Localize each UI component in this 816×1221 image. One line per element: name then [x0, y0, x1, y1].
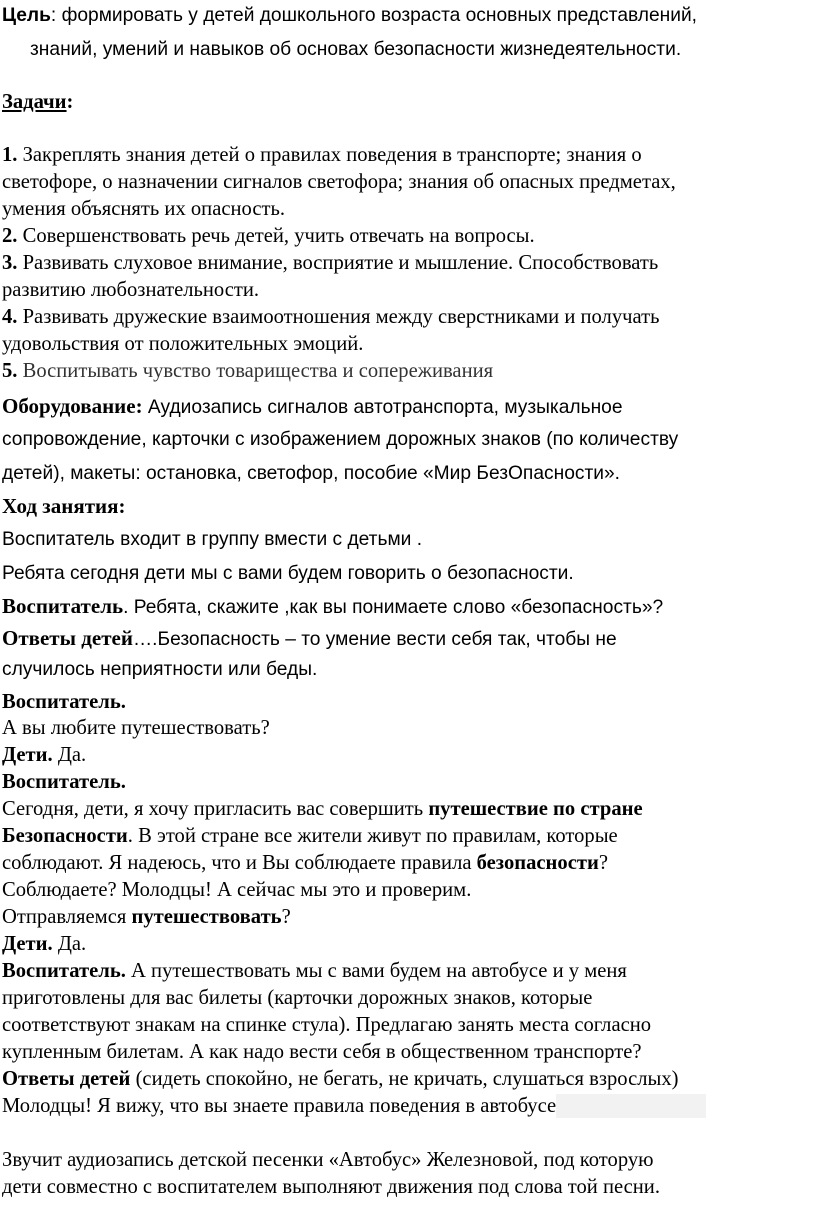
task-1-line-1: 1. Закреплять знания детей о правилах поведения в транспорте; знания о — [2, 144, 642, 166]
dialogue-line-p1: Сегодня, дети, я хочу пригласить вас совершить путешествие по стране — [2, 798, 643, 820]
dialogue-line-p5: Отправляемся путешествовать? — [2, 906, 291, 928]
kids-answer-2: Дети. Да. — [2, 933, 87, 955]
dialogue-line-p12: Звучит аудиозапись детской песенки «Автобус» Железновой, под которую — [2, 1149, 654, 1171]
goal-line-1: Цель: формировать у детей дошкольного возраста основных представлений, — [2, 5, 698, 26]
lesson-line-5: случилось неприятности или беды. — [2, 659, 318, 680]
tasks-heading: Задачи: — [2, 91, 74, 113]
task-4-line-2: удовольствия от положительных эмоций. — [2, 333, 364, 355]
dialogue-line-p4: Соблюдаете? Молодцы! А сейчас мы это и проверим. — [2, 879, 472, 901]
dialogue-line-p9: купленным билетам. А как надо вести себя в общественном транспорте? — [2, 1041, 642, 1063]
teacher-label-1: Воспитатель. — [2, 691, 126, 713]
equipment-label: Оборудование: — [2, 394, 143, 418]
task-3-line-1: 3. Развивать слуховое внимание, восприятие и мышление. Способствовать — [2, 252, 659, 274]
lesson-line-2: Ребята сегодня дети мы с вами будем говорить о безопасности. — [2, 563, 574, 584]
task-3-line-2: развитию любознательности. — [2, 279, 260, 301]
dialogue-line-p10: Ответы детей (сидеть спокойно, не бегать, не кричать, слушаться взрослых) — [2, 1068, 679, 1090]
goal-line-2: знаний, умений и навыков об основах безопасности жизнедеятельности. — [30, 39, 682, 60]
lesson-heading: Ход занятия: — [2, 494, 126, 518]
dialogue-line-p13: дети совместно с воспитателем выполняют движения под слова той песни. — [2, 1176, 660, 1198]
equipment-line-1: Оборудование: Аудиозапись сигналов автотранспорта, музыкальное — [2, 394, 623, 418]
equipment-line-2: сопровождение, карточки с изображением дорожных знаков (по количеству — [2, 429, 679, 450]
kids-answer-1: Дети. Да. — [2, 744, 87, 766]
dialogue-line-q1: А вы любите путешествовать? — [2, 717, 270, 739]
lesson-line-3: Воспитатель. Ребята, скажите ,как вы понимаете слово «безопасность»? — [2, 594, 664, 618]
teacher-label-2: Воспитатель. — [2, 771, 126, 793]
dialogue-line-p6: Воспитатель. А путешествовать мы с вами будем на автобусе и у меня — [2, 960, 627, 982]
dialogue-line-p2: Безопасности. В этой стране все жители живут по правилам, которые — [2, 825, 618, 847]
task-2-line-1: 2. Совершенствовать речь детей, учить отвечать на вопросы. — [2, 225, 535, 247]
highlight-block — [556, 1094, 706, 1118]
task-5-line-1: 5. Воспитывать чувство товарищества и сопереживания — [2, 360, 494, 382]
equipment-line-3: детей), макеты: остановка, светофор, пособие «Мир БезОпасности». — [2, 463, 620, 484]
dialogue-line-p3: соблюдают. Я надеюсь, что и Вы соблюдаете правила безопасности? — [2, 852, 608, 874]
lesson-line-4: Ответы детей….Безопасность – то умение вести себя так, чтобы не — [2, 626, 617, 650]
dialogue-line-p7: приготовлены для вас билеты (карточки дорожных знаков, которые — [2, 987, 593, 1009]
lesson-line-1: Воспитатель входит в группу вмести с детьми . — [2, 529, 423, 550]
task-4-line-1: 4. Развивать дружеские взаимоотношения между сверстниками и получать — [2, 306, 660, 328]
dialogue-line-p8: соответствуют знакам на спинке стула). Предлагаю занять места согласно — [2, 1014, 652, 1036]
goal-label: Цель — [2, 5, 51, 26]
task-1-line-2: светофоре, о назначении сигналов светофора; знания об опасных предметах, — [2, 171, 676, 193]
task-1-line-3: умения объяснять их опасность. — [2, 198, 285, 220]
dialogue-line-p11: Молодцы! Я вижу, что вы знаете правила поведения в автобусе — [2, 1094, 706, 1118]
